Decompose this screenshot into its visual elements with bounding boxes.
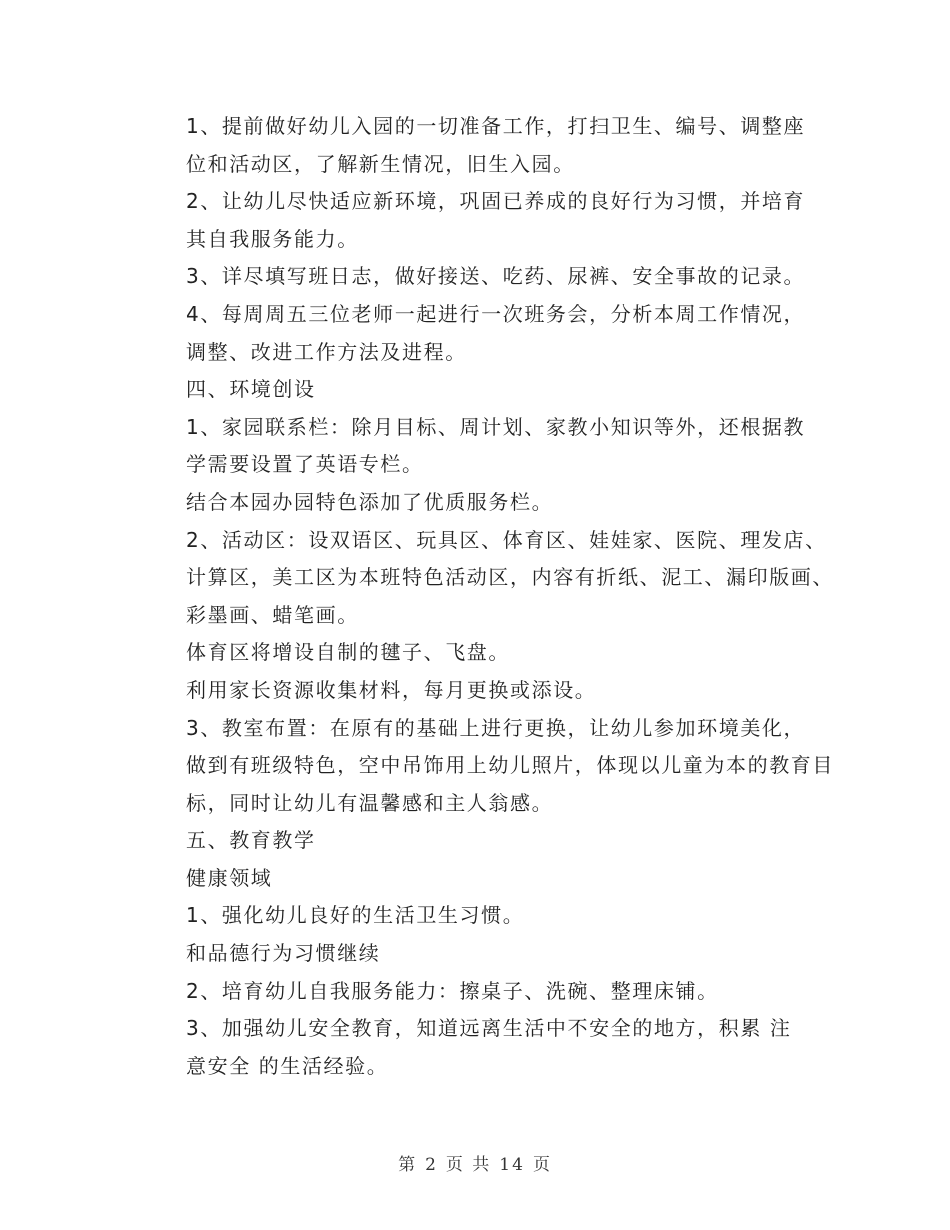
text-line: 四、环境创设 bbox=[186, 377, 316, 402]
text-line: 1、强化幼儿良好的生活卫生习惯。 bbox=[186, 903, 525, 928]
paragraph bbox=[140, 973, 820, 1011]
text-line: 五、教育教学 bbox=[186, 828, 316, 853]
paragraph bbox=[140, 935, 820, 973]
text-line: 3、加强幼儿安全教育，知道远离生活中不安全的地方，积累 注 bbox=[186, 1016, 792, 1041]
paragraph bbox=[140, 897, 820, 935]
paragraph bbox=[140, 522, 834, 635]
section-heading bbox=[140, 371, 820, 409]
text-line: 和品德行为习惯继续 bbox=[186, 941, 381, 966]
footer-prefix: 第 bbox=[398, 1155, 418, 1175]
paragraph bbox=[140, 258, 820, 296]
text-line: 结合本园办园特色添加了优质服务栏。 bbox=[186, 489, 554, 514]
paragraph bbox=[140, 710, 834, 823]
footer-total-pages: 14 bbox=[499, 1155, 525, 1175]
text-line: 3、详尽填写班日志，做好接送、吃药、尿裤、安全事故的记录。 bbox=[186, 264, 806, 289]
subsection-heading bbox=[140, 860, 820, 898]
paragraph bbox=[140, 672, 820, 710]
document-body bbox=[140, 108, 834, 1085]
text-line: 学需要设置了英语专栏。 bbox=[186, 452, 424, 477]
text-line: 标，同时让幼儿有温馨感和主人翁感。 bbox=[186, 790, 554, 815]
footer-page-number: 2 bbox=[425, 1155, 438, 1175]
section-heading bbox=[140, 822, 820, 860]
paragraph bbox=[140, 634, 820, 672]
paragraph bbox=[140, 1010, 820, 1085]
footer-suffix: 页 bbox=[532, 1155, 552, 1175]
text-line: 1、家园联系栏：除月目标、周计划、家教小知识等外，还根据教 bbox=[186, 414, 806, 439]
text-line: 位和活动区，了解新生情况，旧生入园。 bbox=[186, 151, 575, 176]
text-line: 1、提前做好幼儿入园的一切准备工作，打扫卫生、编号、调整座 bbox=[186, 114, 806, 138]
paragraph bbox=[140, 183, 820, 258]
text-line: 计算区，美工区为本班特色活动区，内容有折纸、泥工、漏印版画、 bbox=[186, 565, 834, 590]
text-line: 2、培育幼儿自我服务能力：擦桌子、洗碗、整理床铺。 bbox=[186, 978, 719, 1003]
footer-middle: 页 共 bbox=[445, 1155, 492, 1175]
text-line: 3、教室布置：在原有的基础上进行更换，让幼儿参加环境美化， bbox=[186, 715, 806, 740]
text-line: 健康领域 bbox=[186, 865, 273, 890]
page-footer bbox=[0, 1150, 950, 1175]
paragraph bbox=[140, 484, 820, 522]
text-line: 做到有班级特色，空中吊饰用上幼儿照片，体现以儿童为本的教育目 bbox=[186, 753, 834, 778]
text-line: 2、让幼儿尽快适应新环境，巩固已养成的良好行为习惯，并培育 bbox=[186, 189, 806, 214]
paragraph bbox=[140, 409, 820, 484]
paragraph bbox=[140, 296, 820, 371]
text-line: 意安全 的生活经验。 bbox=[186, 1053, 389, 1078]
text-line: 2、活动区：设双语区、玩具区、体育区、娃娃家、医院、理发店、 bbox=[186, 527, 827, 552]
text-line: 调整、改进工作方法及进程。 bbox=[186, 339, 467, 364]
text-line: 利用家长资源收集材料，每月更换或添设。 bbox=[186, 677, 597, 702]
text-line: 其自我服务能力。 bbox=[186, 226, 359, 251]
text-line: 体育区将增设自制的毽子、飞盘。 bbox=[186, 640, 510, 665]
paragraph bbox=[140, 108, 820, 183]
text-line: 彩墨画、蜡笔画。 bbox=[186, 602, 359, 627]
text-line: 4、每周周五三位老师一起进行一次班务会，分析本周工作情况， bbox=[186, 301, 806, 326]
